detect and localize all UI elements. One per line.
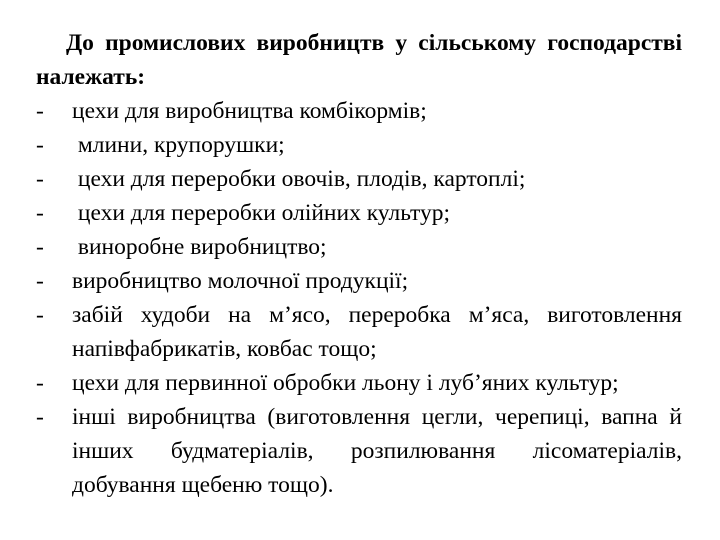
list-item [36, 94, 682, 128]
list-dash: - [36, 200, 44, 226]
list-dash: - [36, 302, 44, 328]
list-item [36, 230, 682, 264]
list-item-text: інші виробництва (виготовлення цегли, черепиці, вапна й інших будматеріалів, розпилювання лісоматеріалів, добування щебеню тощо). [72, 404, 682, 498]
list-dash: - [36, 370, 44, 396]
intro-heading [36, 26, 682, 94]
intro-line-2: господарстві належать: [36, 30, 683, 90]
list-item [36, 128, 682, 162]
production-list [36, 94, 682, 502]
list-item-text: цехи для переробки овочів, плодів, картоплі; [72, 166, 526, 192]
list-dash: - [36, 132, 44, 158]
list-item-text: млини, крупорушки; [72, 132, 285, 158]
list-item [36, 298, 682, 366]
list-item [36, 400, 682, 502]
list-item-text: виробництво молочної продукції; [72, 268, 409, 294]
list-item-text: цехи для первинної обробки льону і луб’яних культур; [72, 370, 619, 396]
list-item [36, 196, 682, 230]
intro-line-1: До промислових виробництв у сільському [66, 30, 537, 56]
list-dash: - [36, 234, 44, 260]
list-item [36, 162, 682, 196]
list-item [36, 366, 682, 400]
list-item-text: цехи для виробництва комбікормів; [72, 98, 427, 124]
list-dash: - [36, 404, 44, 430]
list-item-text: забій худоби на м’ясо, переробка м’яса, виготовлення напівфабрикатів, ковбас тощо; [72, 302, 682, 362]
list-dash: - [36, 98, 44, 124]
list-item [36, 264, 682, 298]
list-dash: - [36, 166, 44, 192]
list-dash: - [36, 268, 44, 294]
list-item-text: виноробне виробництво; [72, 234, 327, 260]
list-item-text: цехи для переробки олійних культур; [72, 200, 451, 226]
